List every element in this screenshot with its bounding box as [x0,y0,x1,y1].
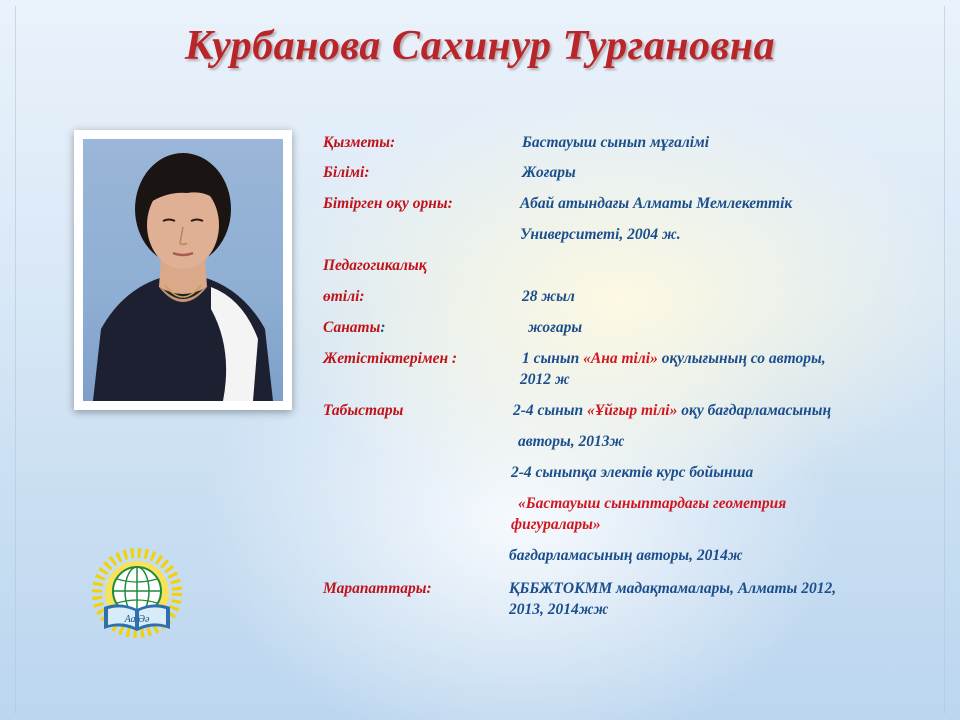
position-value: Бастауыш сынып мұғалімі [522,134,710,151]
ach2-pre: 2-4 сынып [513,402,588,419]
category-value: жоғары [528,319,583,336]
achievement-3-line1: 2-4 сыныпқа электів курс бойынша [511,464,754,481]
ach1-post: оқулығының со авторы, [657,350,826,367]
education-label: Білімі: [323,164,370,181]
ach2-post: оқу бағдарламасының [677,402,832,419]
achievement-1-year: 2012 ж [520,371,570,388]
ach1-pre: 1 сынып [522,350,584,367]
graduated-value-line1: Абай атындағы Алматы Мемлекеттік [520,195,793,212]
achievements-label: Жетістіктерімен : [323,350,458,367]
successes-label: Табыстары [323,402,404,419]
achievement-3-highlight-line2: фигуралары» [511,516,601,533]
experience-label-line2: өтілі: [323,288,365,305]
achievement-3-line4: бағдарламасының авторы, 2014ж [509,547,743,564]
ach2-highlight: «Ұйғыр тілі» [587,402,678,419]
experience-value: 28 жыл [522,288,575,305]
category-label-text: Санаты [323,319,381,336]
awards-value-line2: 2013, 2014жж [509,601,609,618]
awards-value-line1: ҚББЖТОКММ мадақтамалары, Алматы 2012, [509,580,837,597]
page-title: Курбанова Сахинур Тургановна [184,23,776,69]
ach1-highlight: «Ана тілі» [583,350,658,367]
category-label [323,319,386,337]
category-colon: : [380,319,386,336]
education-value: Жоғары [522,164,576,181]
awards-label: Марапаттары: [323,580,432,597]
position-label: Қызметы: [323,134,396,151]
achievement-1-line1 [522,350,826,368]
achievement-3-highlight-line1: «Бастауыш сыныптардағы геометрия [518,495,787,512]
graduated-value-line2: Университеті, 2004 ж. [520,226,681,243]
graduated-label: Бітірген оқу орны: [323,195,453,212]
experience-label-line1: Педагогикалық [323,257,427,274]
achievement-2-line1 [513,402,831,420]
logo-text: Аа Әә [124,614,150,625]
achievement-2-year: авторы, 2013ж [518,433,625,450]
